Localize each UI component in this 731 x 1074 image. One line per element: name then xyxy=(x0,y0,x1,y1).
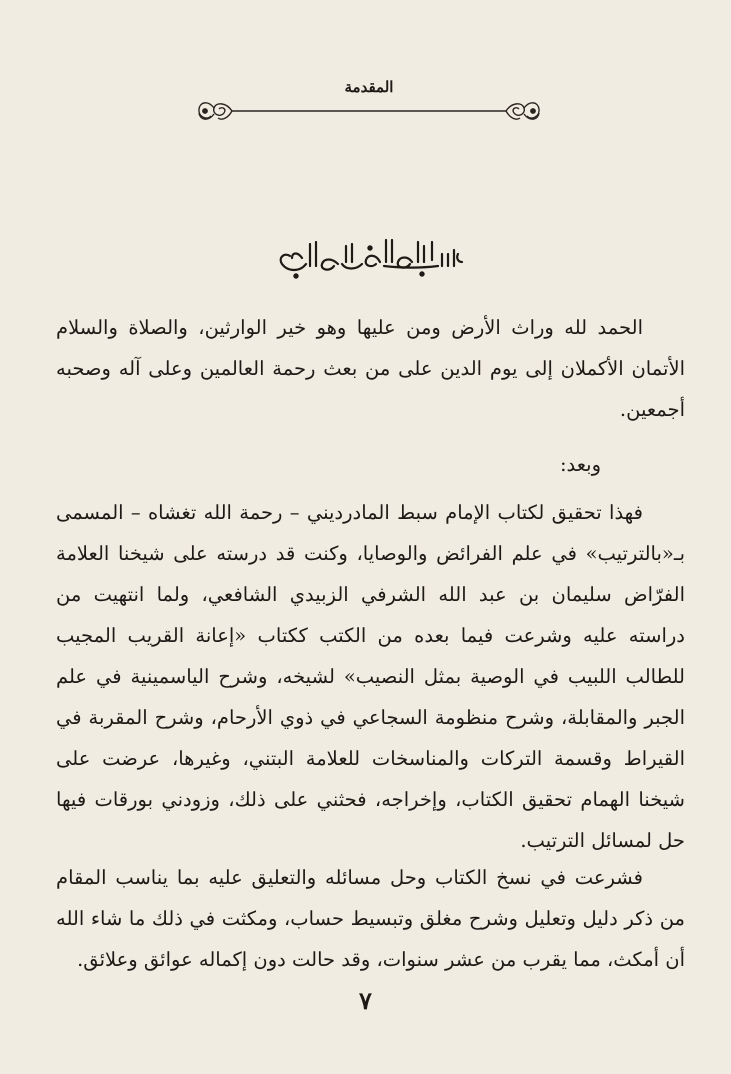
paragraph-text: الحمد لله وراث الأرض ومن عليها وهو خير الوارثين، والصلاة والسلام الأتمان الأكملان إلى يوم الدين على من بعث رحمة العالمين وعلى آله وصحبه أجمعين. xyxy=(56,316,685,421)
header-title: المقدمة xyxy=(344,78,394,96)
page-number: ٧ xyxy=(359,986,372,1015)
svg-text:بسم الله الرحمن الرحيم: بسم الله الرحمن الرحيم xyxy=(364,278,376,279)
ornamental-rule-icon xyxy=(196,94,542,128)
basmala-calligraphy xyxy=(272,232,468,280)
page-header xyxy=(196,76,542,138)
paragraph-text: فشرعت في نسخ الكتاب وحل مسائله والتعليق عليه بما يناسب المقام من ذكر دليل وتعليل وشرح مغلق وتبسيط حساب، ومكثت في ذلك ما شاء الله أن أمكث، مما يقرب من عشر سنوات، وقد حالت دون إكماله عوائق وعلائق. xyxy=(56,866,685,971)
body-paragraph xyxy=(56,444,685,485)
paragraph-text: فهذا تحقيق لكتاب الإمام سبط المادرديني – رحمة الله تغشاه – المسمى بـ«بالترتيب» في علم الفرائض والوصايا، وكنت قد درسته على شيخنا العلامة الفرّاض سليمان بن عبد الله الشرفي الزبيدي الشافعي، ولما انتهيت من دراسته عليه وشرعت فيما بعده من الكتب ككتاب «إعانة القريب المجيب للطالب اللبيب في الوصية بمثل النصيب» لشيخه، وشرح الياسمينية في علم الجبر والمقابلة، وشرح منظومة السجاعي في ذوي الأرحام، وشرح المقربة في القيراط وقسمة التركات والمناسخات للعلامة البتني، وغيرها، عرضت على شيخنا الهمام تحقيق الكتاب، وإخراجه، فحثني على ذلك، وزودني بورقات فيها حل لمسائل الترتيب. xyxy=(56,501,685,852)
body-paragraph xyxy=(56,492,685,861)
body-paragraph xyxy=(56,307,685,430)
basmala-calligraphy-icon xyxy=(272,232,468,280)
paragraph-text: وبعد: xyxy=(559,453,601,476)
body-paragraph xyxy=(56,857,685,980)
